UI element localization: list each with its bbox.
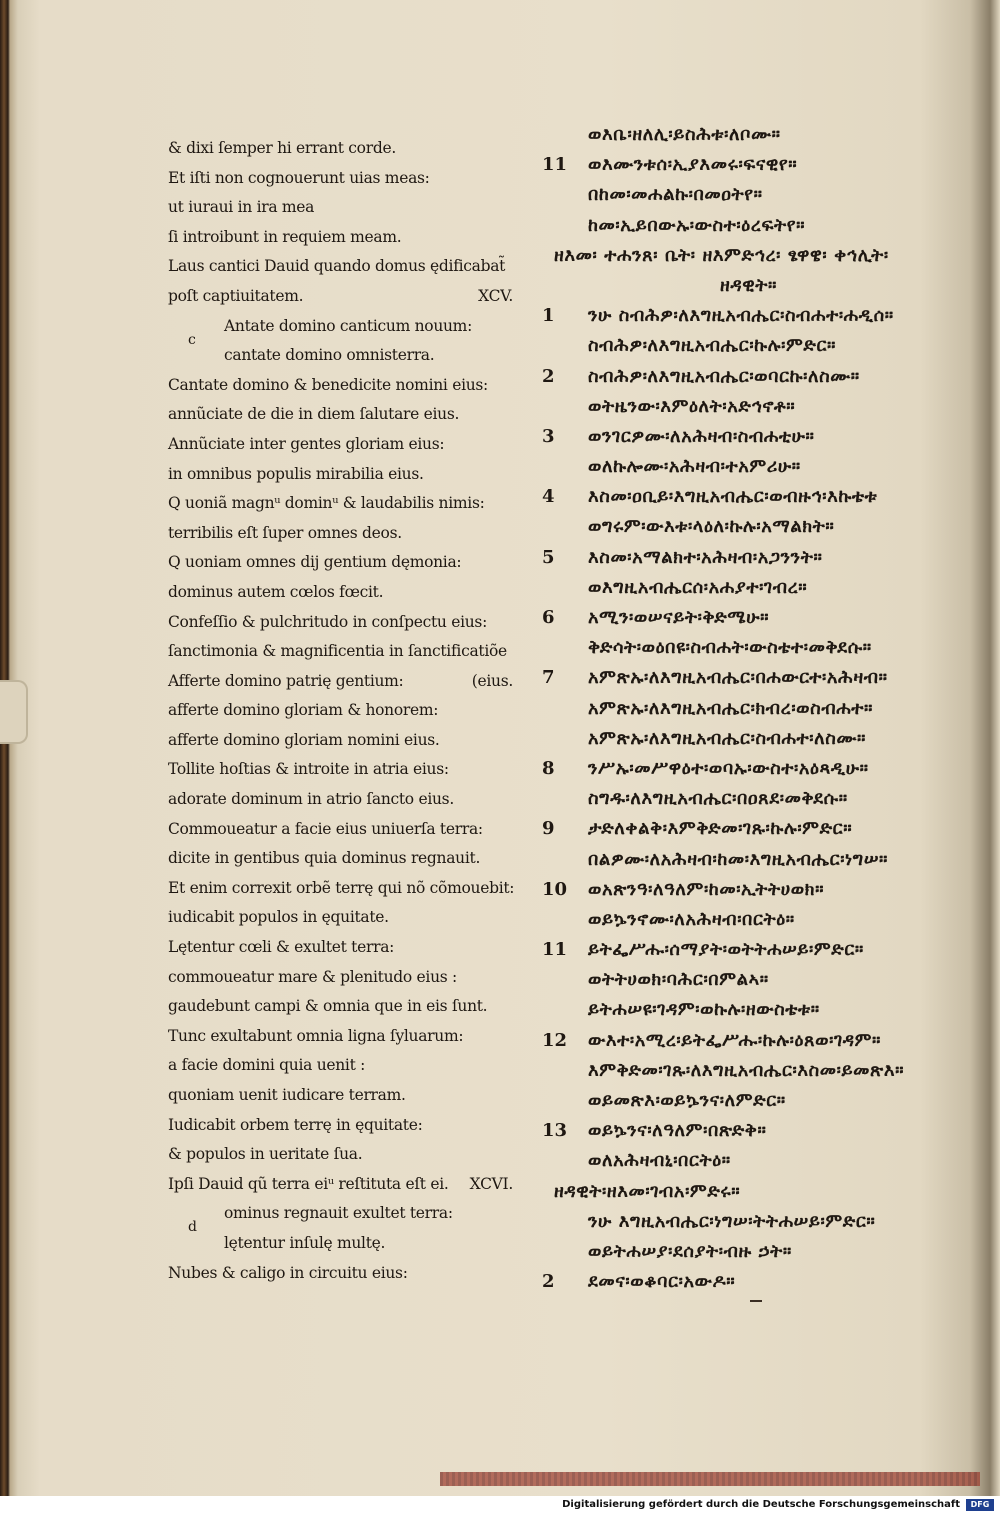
geez-line-text: ወእቤ፡ዘለሊ፡ይስሕቱ፡ለቦሙ። [588, 124, 781, 145]
verse-number: 5 [542, 546, 555, 568]
geez-line-text: ይትሐሠዩ፡ገዳም፡ወኩሉ፡ዘውስቴቱ። [588, 999, 820, 1021]
latin-line-text: quoniam uenit iudicare terram. [168, 1086, 406, 1104]
catchword-mark [750, 1300, 762, 1302]
verse-number: 12 [542, 1029, 568, 1051]
latin-line [168, 637, 513, 667]
geez-line [540, 452, 972, 482]
latin-line [168, 1081, 513, 1111]
geez-line-text: ወይኴንኖሙ፡ለአሕዛብ፡በርትዕ። [588, 908, 795, 930]
geez-line [540, 724, 972, 754]
geez-line [540, 120, 972, 150]
psalm-number: (eius. [471, 671, 513, 690]
geez-line [540, 543, 972, 573]
latin-column [168, 134, 513, 1288]
geez-line-text: አምጽኡ፡ለእግዚአብሔር፡ክብረ፡ወስብሐተ። [588, 697, 874, 719]
geez-line [540, 1146, 972, 1176]
latin-line [168, 1170, 513, 1200]
geez-line [540, 211, 972, 241]
latin-line [168, 815, 513, 845]
verse-number: 4 [542, 486, 555, 508]
geez-line-text: ንሁ እግዚአብሔር፡ነግሠ፡ትትሐሠይ፡ምድር። [588, 1210, 876, 1232]
latin-line-text: afferte domino gloriam nomini eius. [168, 730, 440, 749]
geez-line [540, 331, 972, 361]
geez-line-text: ታድለቀልቅ፡እምቅድመ፡ገጹ፡ኩሉ፡ምድር። [588, 818, 853, 840]
latin-line-text: lętentur inſulę multę. [224, 1233, 386, 1252]
verse-number: 8 [542, 757, 555, 779]
initial-guide-letter: d [188, 1219, 197, 1236]
latin-line [168, 726, 513, 756]
geez-line [540, 875, 972, 905]
latin-line-text: a facie domini quia uenit : [168, 1056, 366, 1075]
latin-line-text: Et iſti non cognouerunt uias meas: [168, 168, 430, 187]
latin-line-text: ut iuraui in ira mea [168, 198, 315, 217]
latin-line-text: Q uoniam omnes dij gentium dęmonia: [168, 553, 462, 572]
latin-line-text: terribilis eſt ſuper omnes deos. [168, 523, 402, 542]
latin-line [168, 1051, 513, 1081]
geez-line-text: ደመና፡ወቆባር፡አውዶ። [588, 1271, 736, 1293]
latin-line [168, 844, 513, 874]
latin-line [168, 282, 513, 312]
funding-credit: Digitalisierung gefördert durch die Deutsche Forschungsgemeinschaft [562, 1499, 960, 1510]
verse-number: 9 [542, 818, 555, 840]
latin-line [168, 223, 513, 253]
latin-line-text: Tunc exultabunt omnia ligna ſyluarum: [168, 1026, 464, 1045]
geez-line [540, 392, 972, 422]
geez-line [540, 1116, 972, 1146]
latin-line [168, 874, 513, 904]
geez-line [540, 573, 972, 603]
latin-line-text: annũciate de die in diem ſalutare eius. [168, 405, 460, 424]
verse-number: 2 [542, 1271, 555, 1293]
geez-line-text: እምቅድመ፡ገጹ፡ለእግዚአብሔር፡እስመ፡ይመጽእ። [588, 1059, 905, 1081]
geez-line-text: አምጽኡ፡ለእግዚአብሔር፡በሐውርተ፡አሕዛብ። [588, 667, 888, 689]
latin-line-text: Antate domino canticum nouum: [224, 316, 473, 335]
latin-line [168, 755, 513, 785]
verse-number: 3 [542, 425, 555, 447]
geez-line [540, 150, 972, 180]
geez-line-text: ቅድሳት፡ወዕበዩ፡ስብሐት፡ውስቴተ፡መቅደሱ። [588, 637, 872, 659]
geez-line [540, 603, 972, 633]
geez-line-text: ንሥኡ፡መሥዋዕተ፡ወባኡ፡ውስተ፡አዕጻዲሁ። [588, 757, 869, 779]
latin-line [168, 193, 513, 223]
geez-line [540, 482, 972, 512]
geez-line [540, 663, 972, 693]
verse-number: 11 [542, 939, 568, 961]
latin-line-text: Cantate domino & benedicite nomini eius: [168, 375, 488, 394]
latin-line-text: commoueatur mare & plenitudo eius : [168, 967, 457, 986]
latin-line [168, 667, 513, 697]
geez-line [540, 905, 972, 935]
latin-line [168, 312, 513, 348]
latin-line [168, 489, 513, 519]
geez-line-text: ወይኴንና፡ለዓለም፡በጽድቅ። [588, 1120, 767, 1142]
geez-line-text: ስግዱ፡ለእግዚአብሔር፡በዐጸደ፡መቅደሱ። [588, 788, 848, 810]
geez-line [540, 754, 972, 784]
footer-bar [0, 1496, 1000, 1514]
latin-line [168, 1199, 513, 1236]
latin-line [168, 933, 513, 963]
verse-number: 1 [542, 305, 555, 327]
latin-line [168, 460, 513, 490]
latin-line [168, 785, 513, 815]
latin-line-text: iudicabit populos in ęquitate. [168, 908, 389, 927]
geez-line-text: ወይመጽእ፡ወይኴንና፡ለምድር። [588, 1090, 786, 1111]
geez-line [540, 935, 972, 965]
geez-line [540, 965, 972, 995]
book-page [10, 0, 970, 1494]
latin-line-text: Q uoniã magnᵘ dominᵘ & laudabilis nimis: [168, 494, 485, 513]
latin-line [168, 1111, 513, 1141]
latin-line-text: Annũciate inter gentes gloriam eius: [168, 434, 445, 453]
geez-line [540, 995, 972, 1025]
geez-line [540, 362, 972, 392]
geez-line [540, 694, 972, 724]
latin-line-text: poſt captiuitatem. [168, 286, 304, 305]
geez-line [540, 301, 972, 331]
geez-line-text: እስመ፡አማልክተ፡አሕዛብ፡አጋንንት። [588, 546, 823, 568]
geez-line-text: ዘዳዊት፡ዘእመ፡ገብአ፡ምድሩ። [554, 1180, 741, 1202]
geez-line-text: ዘእመ፡ ተሐንጸ፡ ቤት፡ ዘእምድኅረ፡ ፄዋዌ፡ ቀኅሊት፡ [554, 244, 889, 266]
latin-line-text: adorate dominum in atrio ſancto eius. [168, 790, 454, 809]
latin-line [168, 608, 513, 638]
latin-line-text: Confeſſio & pulchritudo in conſpectu eius: [168, 612, 487, 631]
latin-line [168, 400, 513, 430]
geez-line [540, 1237, 972, 1267]
latin-line [168, 252, 513, 282]
geez-line-text: አሚን፡ወሠናይት፡ቅድሜሁ። [588, 607, 770, 628]
geez-line-text: አምጽኡ፡ለእግዚአብሔር፡ስብሐተ፡ለስሙ። [588, 727, 866, 749]
geez-line [540, 241, 972, 271]
latin-line-text: Laus cantici Dauid quando domus ędificabat̃ [168, 257, 506, 276]
latin-line-text: Nubes & caligo in circuitu eius: [168, 1263, 408, 1282]
geez-line [540, 1026, 972, 1056]
geez-line-text: ወእግዚአብሔርሰ፡አሐያተ፡ገብረ። [588, 576, 808, 598]
geez-line-text: ውእተ፡አሚረ፡ይትፌሥሑ፡ኩሉ፡ዕጸወ፡ገዳም። [588, 1029, 882, 1051]
geez-line-text: ስብሕዎ፡ለእግዚአብሔር፡ኩሉ፡ምድር። [588, 335, 837, 357]
latin-line [168, 963, 513, 993]
geez-line-text: ወግሩም፡ውእቱ፡ላዕለ፡ኩሉ፡አማልክት። [588, 516, 835, 538]
latin-line-text: & dixi ſemper hi errant corde. [168, 139, 396, 157]
latin-line-text: Afferte domino patrię gentium: [168, 671, 404, 690]
latin-line [168, 696, 513, 726]
latin-line-text: Tollite hoſtias & introite in atria eius: [168, 760, 449, 779]
geez-line-text: ወትዜንው፡እምዕለት፡አድኅኖቶ። [588, 395, 796, 417]
verse-number: 7 [542, 667, 555, 689]
geez-line-text: በከመ፡መሐልኩ፡በመዐትየ። [588, 184, 763, 206]
latin-line-text: Iudicabit orbem terrę in ęquitate: [168, 1115, 423, 1134]
geez-line-text: ስብሕዎ፡ለእግዚአብሔር፡ወባርኩ፡ለስሙ። [588, 365, 860, 387]
geez-line [540, 1207, 972, 1237]
geez-line-text: ወእሙንቱሰ፡ኢያእመሩ፡ፍናዊየ። [588, 154, 798, 176]
latin-line-text: gaudebunt campi & omnia que in eis ſunt. [168, 997, 488, 1016]
latin-line [168, 1022, 513, 1052]
latin-line-text: ſi introibunt in requiem meam. [168, 227, 402, 246]
latin-line [168, 1140, 513, 1170]
latin-line [168, 903, 513, 933]
latin-line [168, 371, 513, 401]
latin-line [168, 1229, 513, 1259]
latin-line-text: dicite in gentibus quia dominus regnauit. [168, 849, 481, 868]
latin-line-text: in omnibus populis mirabilia eius. [168, 464, 424, 483]
latin-line [168, 992, 513, 1022]
latin-line-text: Et enim correxit orbẽ terrę qui nõ cõmouebit: [168, 878, 515, 897]
dfg-logo: DFG [966, 1499, 994, 1511]
verse-number: 10 [542, 878, 568, 900]
geez-line-text: ይትፌሥሑ፡ሰማያት፡ወትትሐሠይ፡ምድር። [588, 939, 864, 961]
latin-line-text: ſanctimonia & magnificentia in ſanctificatiõe [168, 642, 507, 661]
geez-line [540, 1056, 972, 1086]
geez-line-text: እስመ፡ዐቢይ፡እግዚአብሔር፡ወብዙኅ፡እኩቴቱ [588, 486, 878, 508]
geez-line [540, 180, 972, 210]
geez-line [540, 1177, 972, 1207]
geez-line [540, 845, 972, 875]
geez-line [540, 1086, 972, 1116]
latin-line [168, 548, 513, 578]
latin-line-text: ominus regnauit exultet terra: [224, 1204, 453, 1223]
geez-line-text: ወአጽንዓ፡ለዓለም፡ከመ፡ኢትትሀወክ። [588, 878, 825, 900]
verse-number: 11 [542, 154, 568, 176]
psalm-number: XCV. [478, 286, 513, 305]
latin-line-text: Ipſi Dauid qũ terra eiᵘ reſtituta eſt ei. [168, 1174, 449, 1193]
geez-line-text: ወለኩሎሙ፡አሕዛብ፡ተአምሪሁ። [588, 456, 801, 478]
latin-line-text: dominus autem cœlos fœcit. [168, 582, 384, 601]
geez-line-text: ወለአሕዛብኒ፡በርትዕ። [588, 1150, 731, 1172]
verse-number: 6 [542, 607, 555, 628]
latin-line [168, 164, 513, 194]
geez-line-text: ወይትሐሠያ፡ደሰያት፡ብዙ ኃት። [588, 1240, 792, 1262]
latin-line [168, 134, 513, 164]
latin-line-text: Commoueatur a facie eius uniuerſa terra: [168, 819, 483, 838]
latin-line [168, 430, 513, 460]
latin-line [168, 578, 513, 608]
verse-number: 2 [542, 365, 555, 387]
geez-line-text: በልዎሙ፡ለአሕዛብ፡ከመ፡እግዚአብሔር፡ነግሠ። [588, 848, 889, 870]
verse-number: 13 [542, 1120, 568, 1142]
geez-line [540, 271, 972, 301]
geez-line [540, 1267, 972, 1297]
latin-line-text: Lętentur cœli & exultet terra: [168, 938, 395, 957]
latin-line [168, 1259, 513, 1289]
geez-line [540, 784, 972, 814]
geez-line-text: ከመ፡ኢይበውኡ፡ውስተ፡ዕረፍትየ። [588, 214, 806, 236]
initial-guide-letter: c [188, 331, 196, 348]
geez-line [540, 633, 972, 663]
latin-line-text: & populos in ueritate ſua. [168, 1145, 363, 1164]
geez-line [540, 814, 972, 844]
latin-line [168, 341, 513, 371]
latin-line-text: cantate domino omnisterra. [224, 346, 435, 365]
latin-line [168, 519, 513, 549]
geez-line-text: ወትትሀወክ፡ባሕር፡በምልኣ። [588, 969, 769, 991]
geez-line-text: ወንገርዎሙ፡ለአሕዛብ፡ስብሐቲሁ። [588, 425, 815, 447]
geez-line [540, 512, 972, 542]
latin-line-text: afferte domino gloriam & honorem: [168, 701, 439, 720]
geez-column [540, 120, 972, 1297]
geez-line-text: ንሁ ስብሕዎ፡ለእግዚአብሔር፡ስብሐተ፡ሐዲሰ። [588, 305, 894, 327]
geez-line-text: ዘዳዊት። [720, 274, 777, 296]
geez-line [540, 422, 972, 452]
psalm-number: XCVI. [469, 1174, 513, 1193]
